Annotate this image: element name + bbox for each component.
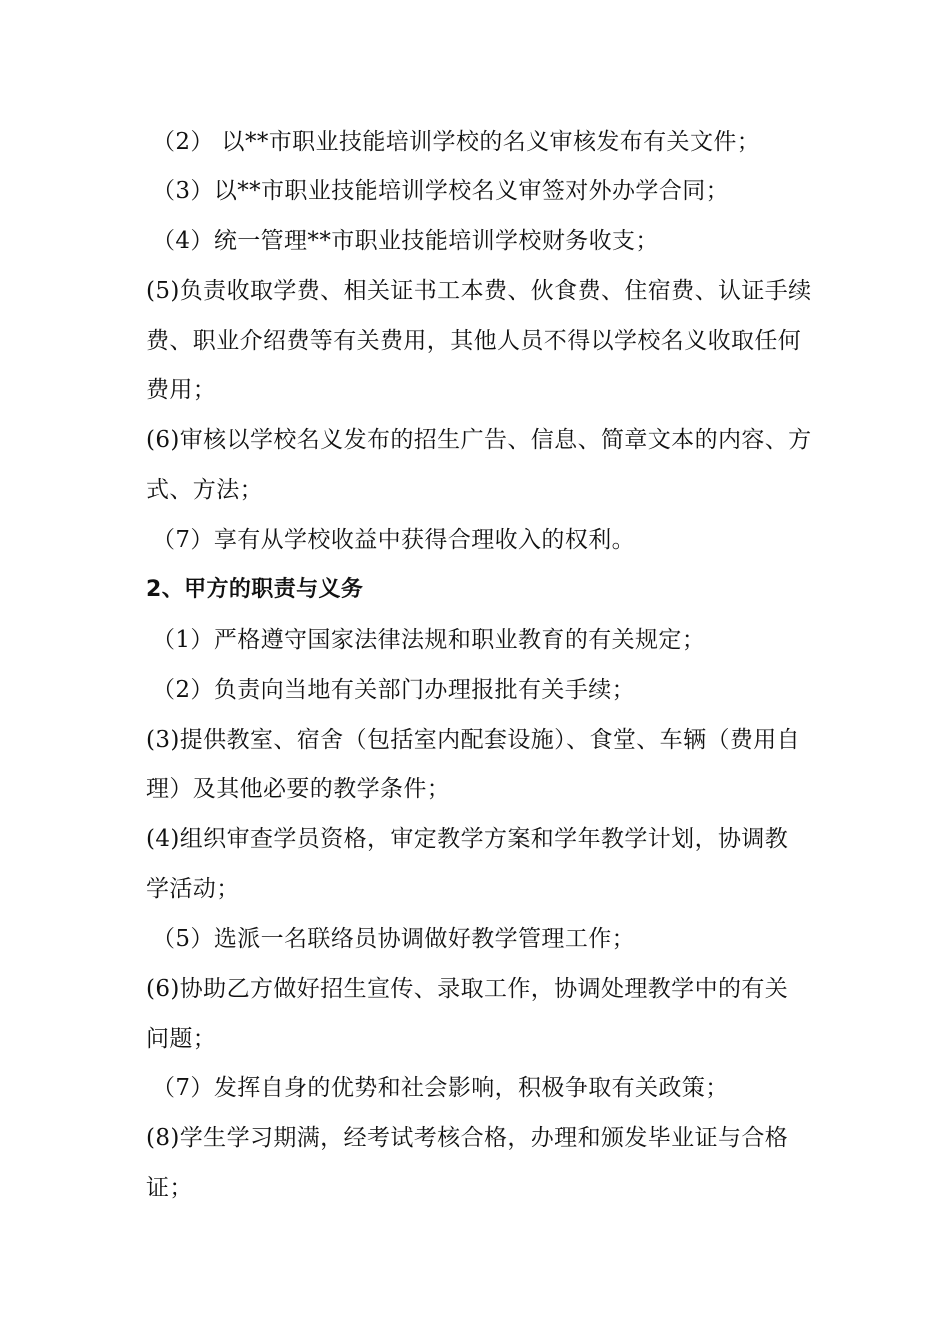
- clause-a6-line-2: 问题；: [146, 1026, 217, 1052]
- clause-b5-line-2: 费、职业介绍费等有关费用，其他人员不得以学校名义收取任何: [146, 328, 802, 354]
- clause-a4-line-2: 学活动；: [146, 876, 240, 902]
- clause-a8-line-1: (8)学生学习期满，经考试考核合格，办理和颁发毕业证与合格: [146, 1125, 789, 1151]
- clause-b5-line-1: (5)负责收取学费、相关证书工本费、伙食费、住宿费、认证手续: [146, 278, 812, 304]
- clause-a5-line: （5）选派一名联络员协调做好教学管理工作；: [152, 926, 636, 952]
- clause-a3-line-2: 理）及其他必要的教学条件；: [146, 776, 451, 802]
- clause-b4-line: （4）统一管理**市职业技能培训学校财务收支；: [152, 228, 659, 254]
- clause-b3-line: （3）以**市职业技能培训学校名义审签对外办学合同；: [152, 178, 730, 204]
- clause-a2-line: （2）负责向当地有关部门办理报批有关手续；: [152, 677, 636, 703]
- clause-b5-line-3: 费用；: [146, 377, 217, 403]
- clause-a7-line: （7）发挥自身的优势和社会影响，积极争取有关政策；: [152, 1075, 729, 1101]
- clause-a3-line-1: (3)提供教室、宿舍（包括室内配套设施）、食堂、车辆（费用自: [146, 727, 801, 753]
- clause-b6-line-2: 式、方法；: [146, 477, 263, 503]
- clause-a1-line: （1）严格遵守国家法律法规和职业教育的有关规定；: [152, 627, 706, 653]
- clause-b7-line: （7）享有从学校收益中获得合理收入的权利。: [152, 527, 636, 553]
- clause-a4-line-1: (4)组织审查学员资格，审定教学方案和学年教学计划，协调教: [146, 826, 789, 852]
- clause-a6-line-1: (6)协助乙方做好招生宣传、录取工作，协调处理教学中的有关: [146, 976, 789, 1002]
- clause-b2-line: （2） 以**市职业技能培训学校的名义审核发布有关文件；: [152, 129, 761, 155]
- section-heading: 2、甲方的职责与义务: [146, 577, 364, 602]
- clause-b6-line-1: (6)审核以学校名义发布的招生广告、信息、简章文本的内容、方: [146, 427, 812, 453]
- clause-a8-line-2: 证；: [146, 1175, 193, 1201]
